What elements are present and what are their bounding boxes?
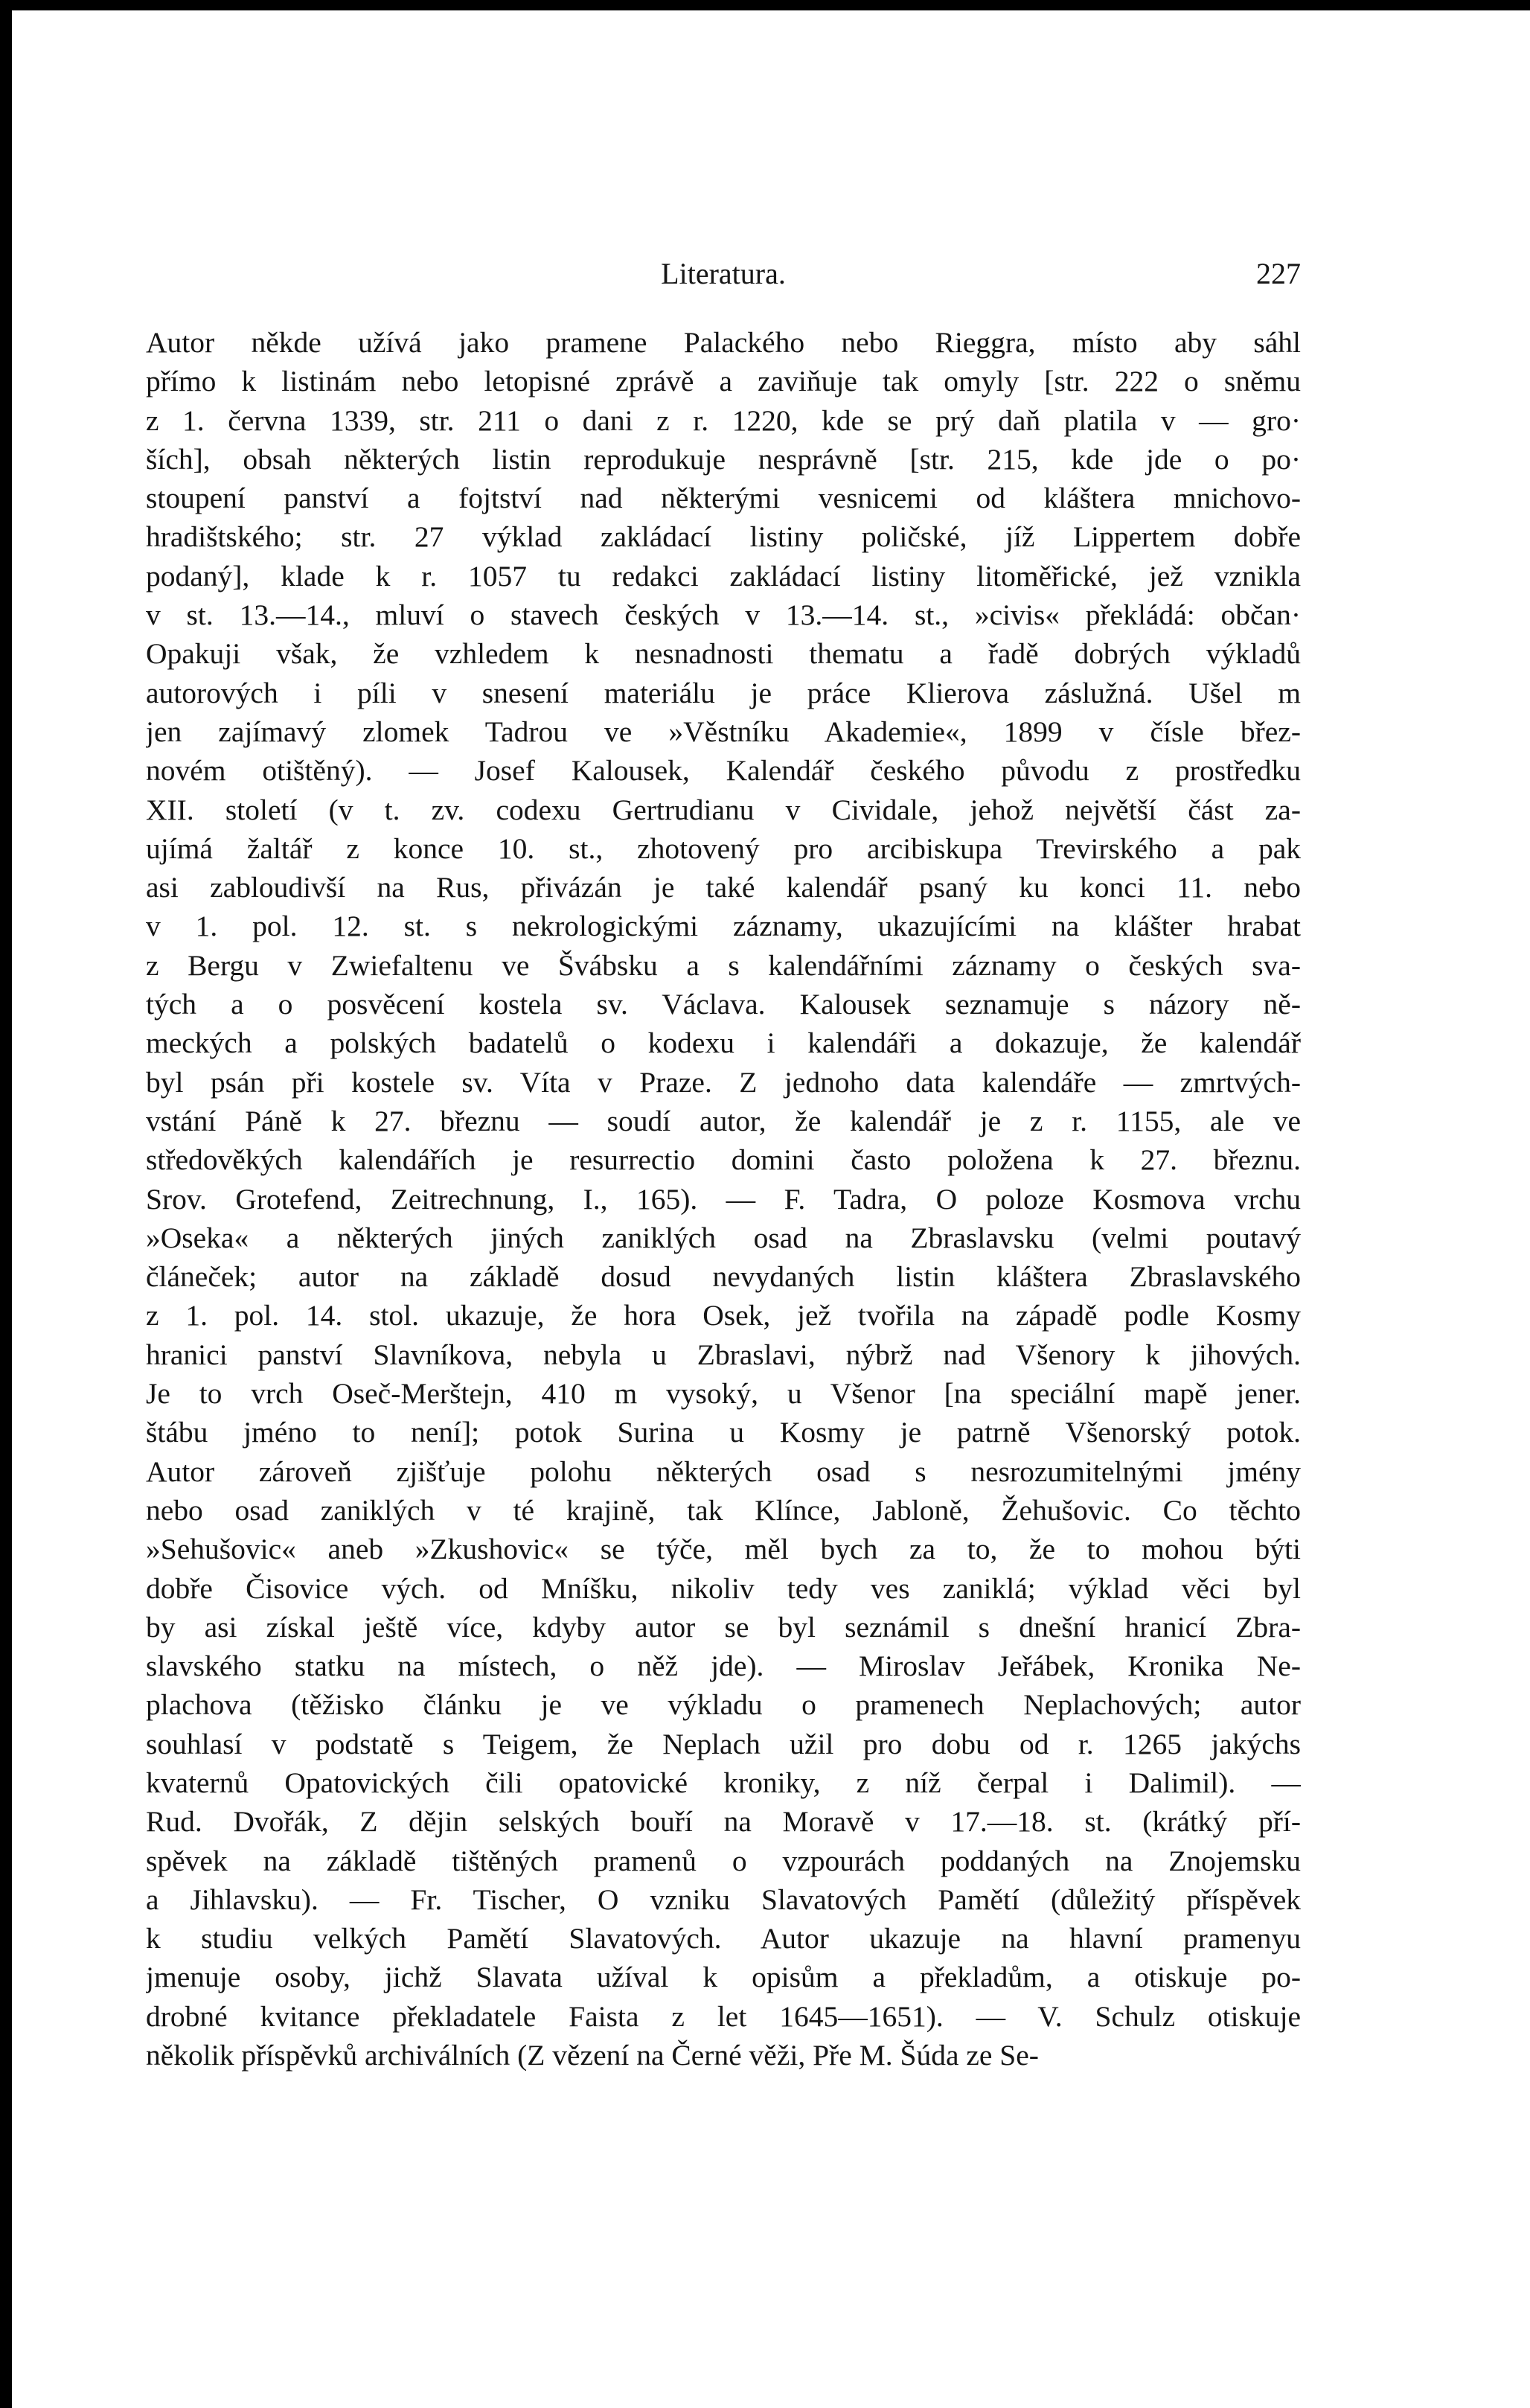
text-line: tých a o posvěcení kostela sv. Václava. Kalousek seznamuje s názory ně- [146, 988, 1301, 1021]
text-line: z 1. pol. 14. stol. ukazuje, že hora Osek, jež tvořila na západě podle Kosmy [146, 1299, 1301, 1332]
text-line: podaný], klade k r. 1057 tu redakci zakládací listiny litoměřické, jež vznikla [146, 559, 1301, 593]
text-line: hradištského; str. 27 výklad zakládací listiny poličské, jíž Lippertem dobře [146, 520, 1301, 554]
text-line: Autor zároveň zjišťuje polohu některých osad s nesrozumitelnými jmény [146, 1454, 1301, 1488]
text-line: nebo osad zaniklých v té krajině, tak Klínce, Jabloně, Žehušovic. Co těchto [146, 1493, 1301, 1527]
text-line: novém otištěný). — Josef Kalousek, Kalendář českého původu z prostředku [146, 754, 1301, 788]
text-line: spěvek na základě tištěných pramenů o vzpourách poddaných na Znojemsku [146, 1844, 1301, 1877]
text-line: autorových i píli v snesení materiálu je práce Klierova záslužná. Ušel m [146, 676, 1301, 709]
text-line: ších], obsah některých listin reprodukuje nesprávně [str. 215, kde jde o po· [146, 442, 1301, 476]
page-number: 227 [1256, 257, 1301, 290]
text-line: by asi získal ještě více, kdyby autor se byl seznámil s dnešní hranicí Zbra- [146, 1610, 1301, 1644]
text-line: a Jihlavsku). — Fr. Tischer, O vzniku Slavatových Pamětí (důležitý příspěvek [146, 1882, 1301, 1916]
text-line: vstání Páně k 27. březnu — soudí autor, že kalendář je z r. 1155, ale ve [146, 1104, 1301, 1137]
text-line: k studiu velkých Pamětí Slavatových. Autor ukazuje na hlavní pramenyu [146, 1922, 1301, 1955]
text-line: kvaternů Opatovických čili opatovické kroniky, z níž čerpal i Dalimil). — [146, 1766, 1301, 1799]
text-line: plachova (těžisko článku je ve výkladu o pramenech Neplachových; autor [146, 1688, 1301, 1722]
text-line: stoupení panství a fojtství nad některými vesnicemi od kláštera mnichovo- [146, 482, 1301, 515]
text-line: souhlasí v podstatě s Teigem, že Neplach užil pro dobu od r. 1265 jakýchs [146, 1727, 1301, 1760]
text-line: »Oseka« a některých jiných zaniklých osad na Zbraslavsku (velmi poutavý [146, 1221, 1301, 1254]
body-text [146, 323, 1301, 2075]
text-line: středověkých kalendářích je resurrectio domini často položena k 27. březnu. [146, 1143, 1301, 1177]
text-line: byl psán při kostele sv. Víta v Praze. Z jednoho data kalendáře — zmrtvých- [146, 1065, 1301, 1099]
running-title: Literatura. [661, 257, 786, 290]
text-line: Autor někde užívá jako pramene Palackého nebo Rieggra, místo aby sáhl [146, 326, 1301, 359]
text-line: několik příspěvků archiválních (Z vězení na Černé věži, Pře M. Šúda ze Se- [146, 2039, 1039, 2072]
text-line: dobře Čisovice vých. od Mníšku, nikoliv tedy ves zaniklá; výklad věci byl [146, 1571, 1301, 1605]
text-line: Je to vrch Oseč-Merštejn, 410 m vysoký, u Všenor [na speciální mapě jener. [146, 1377, 1301, 1411]
book-page [12, 10, 1530, 2408]
text-line: v 1. pol. 12. st. s nekrologickými záznamy, ukazujícími na klášter hrabat [146, 910, 1301, 943]
text-line: slavského statku na místech, o něž jde). — Miroslav Jeřábek, Kronika Ne- [146, 1649, 1301, 1683]
text-line: hranici panství Slavníkova, nebyla u Zbraslavi, nýbrž nad Všenory k jihových. [146, 1338, 1301, 1371]
text-line: z 1. června 1339, str. 211 o dani z r. 1220, kde se prý daň platila v — gro· [146, 403, 1301, 437]
text-line: »Sehušovic« aneb »Zkushovic« se týče, měl bych za to, že to mohou býti [146, 1533, 1301, 1566]
text-line: Srov. Grotefend, Zeitrechnung, I., 165). — F. Tadra, O poloze Kosmova vrchu [146, 1182, 1301, 1216]
text-line: Rud. Dvořák, Z dějin selských bouří na Moravě v 17.—18. st. (krátký pří- [146, 1805, 1301, 1839]
text-line: v st. 13.—14., mluví o stavech českých v 13.—14. st., »civis« překládá: občan· [146, 598, 1301, 632]
text-line: XII. století (v t. zv. codexu Gertrudianu v Cividale, jehož největší část za- [146, 793, 1301, 826]
text-line: asi zabloudivší na Rus, přivázán je také kalendář psaný ku konci 11. nebo [146, 871, 1301, 904]
text-line: Opakuji však, že vzhledem k nesnadnosti thematu a řadě dobrých výkladů [146, 637, 1301, 671]
text-line: přímo k listinám nebo letopisné zprávě a zaviňuje tak omyly [str. 222 o sněmu [146, 365, 1301, 398]
text-line: z Bergu v Zwiefaltenu ve Švábsku a s kalendářními záznamy o českých sva- [146, 948, 1301, 982]
text-line: jmenuje osoby, jichž Slavata užíval k opisům a překladům, a otiskuje po- [146, 1961, 1301, 1994]
text-line: článeček; autor na základě dosud nevydaných listin kláštera Zbraslavského [146, 1260, 1301, 1294]
text-line: ujímá žaltář z konce 10. st., zhotovený pro arcibiskupa Trevirského a pak [146, 831, 1301, 865]
text-line: štábu jméno to není]; potok Surina u Kosmy je patrně Všenorský potok. [146, 1416, 1301, 1449]
text-line: jen zajímavý zlomek Tadrou ve »Věstníku Akademie«, 1899 v čísle břez- [146, 715, 1301, 748]
page-header [146, 243, 1301, 295]
text-line: meckých a polských badatelů o kodexu i kalendáři a dokazuje, že kalendář [146, 1026, 1301, 1060]
text-line: drobné kvitance překladatele Faista z let 1645—1651). — V. Schulz otiskuje [146, 1999, 1301, 2033]
